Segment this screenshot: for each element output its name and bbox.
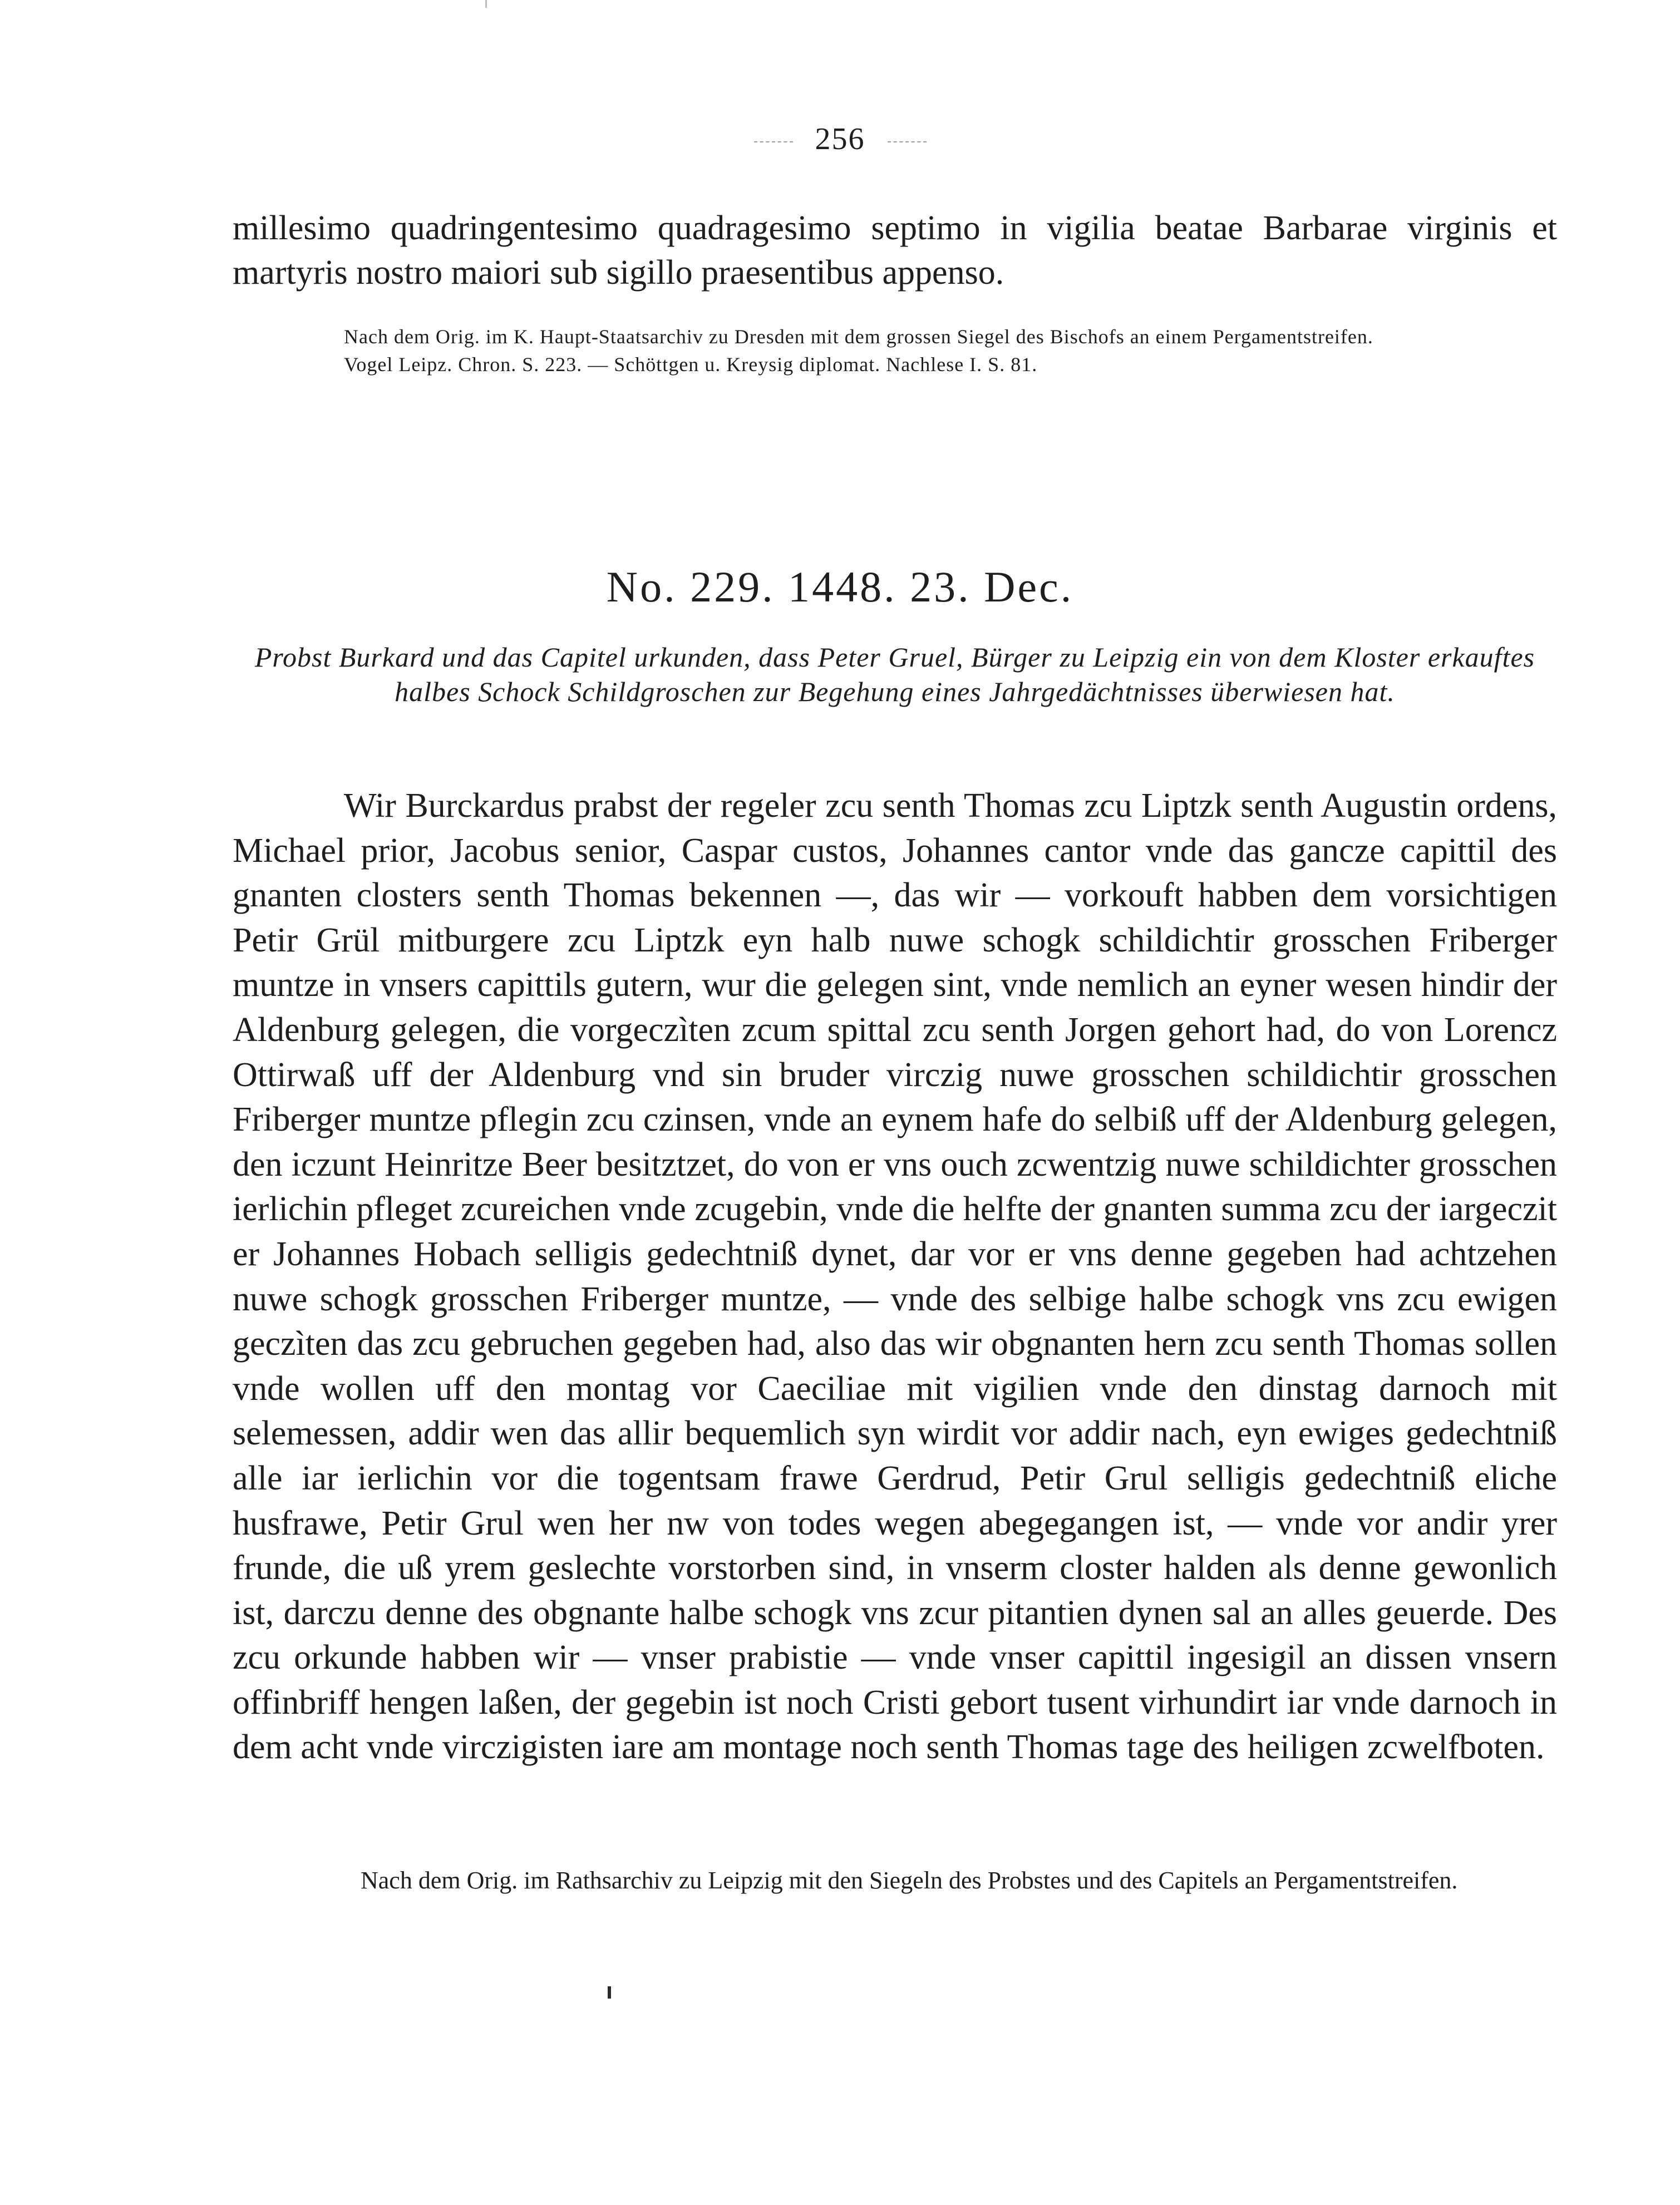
- source-notes: [233, 323, 1557, 378]
- page-number: 256: [815, 122, 865, 156]
- source-note-archive: Nach dem Orig. im K. Haupt-Staatsarchiv zu Dresden mit dem grossen Siegel des Bischofs an einem Pergamentstreifen.: [344, 325, 1373, 348]
- scan-mark-top: [485, 0, 487, 8]
- document-heading: No. 229. 1448. 23. Dec.: [606, 563, 1074, 611]
- previous-document-continuation: millesimo quadringentesimo quadragesimo septimo in vigilia beatae Barbarae virginis et martyris nostro maiori sub sigillo praesentibus appenso.: [233, 209, 1557, 292]
- scan-mark-bottom: [608, 1986, 611, 1999]
- document-footnote: Nach dem Orig. im Rathsarchiv zu Leipzig mit den Siegeln des Probstes und des Capitels an Pergamentstreifen.: [361, 1867, 1458, 1894]
- decorative-dash-right: [888, 141, 927, 142]
- document-body: Wir Burckardus prabst der regeler zcu senth Thomas zcu Liptzk senth Augustin ordens, Michael prior, Jacobus senior, Caspar custos, Johannes cantor vnde das gancze capittil des gnanten closters senth Thomas bekennen —, das wir — vorkouft habben dem vorsichtigen Petir Grül mitburgere zcu Liptzk eyn halb nuwe schogk schildichtir grosschen Friberger muntze in vnsers capittils gutern, wur die gelegen sint, vnde nemlich an eyner wesen hindir der Aldenburg gelegen, die vorgeczìten zcum spittal zcu senth Jorgen gehort had, do von Lorencz Ottirwaß uff der Aldenburg vnd sin bruder virczig nuwe grosschen schildichtir grosschen Friberger muntze pflegin zcu czinsen, vnde an eynem hafe do selbiß uff der Aldenburg gelegen, den iczunt Heinritze Beer besitztzet, do von er vns ouch zcwentzig nuwe schildichter grosschen ierlichin pfleget zcureichen vnde zcugebin, vnde die helfte der gnanten summa zcu der iargeczit er Johannes Hobach selligis gedechtniß dynet, dar vor er vns denne gegeben had achtzehen nuwe schogk grosschen Friberger muntze, — vnde des selbige halbe schogk vns zcu ewigen geczìten das zcu gebruchen gegeben had, also das wir obgnanten hern zcu senth Thomas sollen vnde wollen uff den montag vor Caeciliae mit vigilien vnde den dinstag darnoch mit selemessen, addir wen das allir bequemlich syn wirdit vor addir nach, eyn ewiges gedechtniß alle iar ierlichin vor die togentsam frawe Gerdrud, Petir Grul selligis gedechtniß eliche husfrawe, Petir Grul wen her nw von todes wegen abegegangen ist, — vnde vor andir yrer frunde, die uß yrem geslechte vorstorben sind, in vnserm closter halden als denne gewonlich ist, darczu denne des obgnante halbe schogk vns zcur pitantien dynen sal an alles geuerde. Des zcu orkunde habben wir — vnser prabistie — vnde vnser capittil ingesigil an dissen vnsern offinbriff hengen laßen, der gegebin ist noch Cristi gebort tusent virhundirt iar vnde darnoch in dem acht vnde virczigisten iare am montage noch senth Thomas tage des heiligen zcwelfboten.: [233, 787, 1557, 1767]
- page-number-line: [0, 121, 1680, 157]
- source-note-literature: Vogel Leipz. Chron. S. 223. — Schöttgen u. Kreysig diplomat. Nachlese I. S. 81.: [344, 353, 1038, 376]
- document-regest: Probst Burkard und das Capitel urkunden, dass Peter Gruel, Bürger zu Leipzig ein von dem Kloster erkauftes halbes Schock Schildgroschen zur Begehung eines Jahrgedächtnisses überwiesen hat.: [254, 642, 1535, 707]
- decorative-dash-left: [754, 141, 793, 142]
